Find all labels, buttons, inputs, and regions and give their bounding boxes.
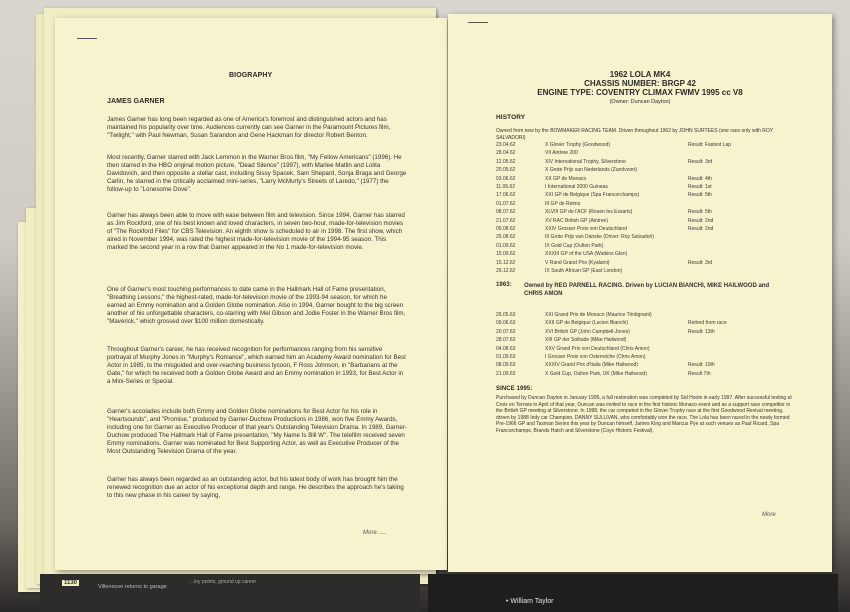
race-event: XXI GP de Belgique (Spa Francorchamps) [545,192,640,199]
race-date: 15.09.62 [496,251,516,258]
more-indicator: More...... [363,530,387,536]
section-1963-year: 1963: [496,282,512,288]
race-result: Result: 5th [688,192,712,199]
bio-paragraph: Throughout Garner's career, he has received recognition for performances ranging from his sensitive portrayal of Murphy Jones in "Murphy's Romance", which earned him an Academy Award nomination for Best Actor in 1985, to the misguided and over-reaching business tycoon, F Ross Johnson, in "Barbarians at the Gate," for which he received both a Golden Globe Award and an Emmy nomination in 1993, for Best Actor in a Mini-Series or Special. [107,346,406,386]
owner-line: (Owner: Duncan Dayton) [609,99,671,105]
race-date: 28.07.63 [496,337,516,344]
race-date: 01.09.63 [496,354,516,360]
race-event: XXXIII GP of the USA (Watkins Glen) [545,251,628,258]
subject-name: JAMES GARNER [107,98,165,105]
race-event: XXIV Grosser Preis von Deutschland [545,226,627,232]
biography-page [55,18,447,570]
race-date: 20.05.62 [496,167,516,174]
race-event: X Gold Cup, Oulton Park, UK (Mike Hailwood) [545,370,647,377]
race-event: XXXIV Grand Prix d'Italia (Mike Hailwood) [545,362,638,369]
race-date: 12.05.62 [496,158,516,165]
history-intro: Owned from new by the BOWMAKER RACING TEAM. Driven throughout 1962 by JOHN SURTEES (one race only with ROY SALVADORI) [496,128,774,141]
race-date: 09.06.63 [496,320,516,327]
bio-paragraph: Garner has always been regarded as an outstanding actor, but his latest body of work has brought him the renewed recognition due an actor of his exceptional depth and range. He describes the approach he's taking to this new phase in his career by saying, [107,476,404,500]
race-result: Result: 1st [688,184,712,190]
bio-paragraph: Most recently, Garner starred with Jack Lemmon in the Warner Bros film, "My Fellow Americans" (1996). He then starred in the HBO original motion picture, "Dead Silence" (1997), with Marlee Matlin and Lolita Davidovich, and then opposite a stellar cast, including Sissy Spacek, Sam Shepard, Sonja Braga and George Carlin, he starred in the critically acclaimed mini-series, "Larry McMurty's Streets of Laredo," (1977) the follow-up to "Lonesome Dove". [107,154,407,194]
race-date: 11.06.62 [496,184,516,190]
race-event: XIV International Trophy, Silverstone [545,158,626,165]
race-date: 03.06.62 [496,175,516,182]
race-event: V Rand Grand Prix (Kyalami) [545,259,610,266]
history-heading: HISTORY [496,114,526,121]
races-1963-list [496,312,816,382]
race-event: I International 2000 Guineas [545,184,608,190]
since-heading: SINCE 1995: [496,386,533,392]
page-number: 1130 [64,580,78,586]
race-result: Result: 13th [688,328,715,335]
since-paragraph: Purchased by Duncan Dayton in January 1995, a full restoration was completed by Sid Hoole in early 1997. After successful testing at Croix en Ternois in April of that year, Duncan was invited to race in the first historic Monaco event and as a support race competitor in the British GP meeting at Silverstone. In 1998, the car competed in the Glover Trophy race at the first Goodwood Revival meeting, driven by 1988 Indy car Champion, DANNY SULLIVAN, who comfortably won the race. The Lola has been raced in the newly formed Pre-1966 GP and Tasman Series this year by Duncan himself, James King and Marcus Pye at such venues as Paul Ricard, Spa Francorchamps, Brands Hatch and Silverstone (Coys Historic Festival). [496,395,792,434]
bio-paragraph: Garner's accolades include both Emmy and Golden Globe nominations for Best Actor for his role in "Heartsounds", and "Promise," produced by Garner-Duchow Productions in 1986, won five Emmy Awards, including one for Garner as Executive Producer of that year's Outstanding Television Drama. In 1989, Garner-Duchow produced The Hallmark Hall of Fame presentation, "My Name Is Bill W". The telefilm received seven Emmy nominations. Garner was nominated for Best Supporting Actor, as well as Executive Producer of the Most Outstanding Television Drama of the year. [107,408,407,456]
engine-type: ENGINE TYPE: COVENTRY CLIMAX FWMV 1995 cc V8 [537,88,743,97]
race-date: 28.04.62 [496,150,516,157]
bio-paragraph: Garner has always been able to move with ease between film and television. Since 1994, Garner has starred as Jim Rockford, one of his best known and loved characters, in seven two-hour, made-for-television movies of "The Rockford Files" for CBS Television. An eighth show is scheduled to air in 1998. The first show, which aired in November 1994, was rated the highest made-for-television movie of the 1994-95 season. This marked the second year in a row that Garner appeared in the No 1 made-for-television movie. [107,212,405,252]
caption: • William Taylor [506,598,554,605]
race-event: XXV Grand Prix von Deutschland (Chris Amon) [545,345,650,352]
section-1963-heading: Owned by REG PARNELL RACING. Driven by LUCIAN BIANCHI, MIKE HAILWOOD and CHRIS AMON [524,283,770,297]
bio-paragraph: One of Garner's most touching performances to date came in the Hallmark Hall of Fame presentation, "Breathing Lessons," the highest-rated, made-for-television movie of the 1993-94 season, for which he earned an Emmy nomination and a Golden Globe nomination. Also in 1994, Garner bought to the big screen another of his unforgettable characters, co-starring with Mel Gibson and Jodie Foster in the Warner Bros film, "Maverick," which grossed over $100 million domestically. [107,286,406,326]
race-event: X Grote Prijs van Nederlands (Zandvoort) [545,167,637,174]
race-event: IX Gold Cup (Oulton Park) [545,242,604,249]
bottom-strip [428,574,838,612]
caption: Villeneuve returns to garage [98,584,167,590]
race-date: 15.12.62 [496,259,516,266]
race-date: 05.08.62 [496,226,516,232]
race-date: 04.08.63 [496,345,516,352]
race-event: XXI Grand Prix de Monaco (Maurice Trintignant) [545,312,652,318]
race-event: VII Aintree 200 [545,150,578,157]
race-event: XLVIII GP de l'ACF (Rouen les Essarts) [545,209,633,216]
race-result: Result: 2nd [688,226,714,232]
bio-paragraph: James Garner has long been regarded as one of America's foremost and distinguished actors and has maintained his popularity over time. Audiences currently can see Garner in the Paramount Pictures film, "Twilight," with Paul Newman, Susan Sarandon and Gene Hackman for director Robert Benton. [107,116,391,140]
race-date: 08.09.63 [496,362,516,369]
race-result: Result: 3rd [688,158,713,165]
race-date: 17.06.62 [496,192,516,199]
race-event: I Grosser Preis von Osterreiche (Chris Amon) [545,354,646,360]
race-result: Result: Fastest Lap [688,142,732,148]
race-date: 23.04.62 [496,142,516,148]
race-date: 01.09.62 [496,242,516,249]
race-date: 21.07.62 [496,217,516,224]
race-date: 26.05.63 [496,312,516,318]
race-result: Result: 10th [688,362,715,369]
race-result: Result: 3rd [688,259,713,266]
chassis-number: CHASSIS NUMBER: BRGP 42 [584,79,696,88]
race-date: 29.12.62 [496,268,516,274]
punch-mark [77,38,97,39]
race-date: 21.09.63 [496,370,516,377]
races-1962-list [496,142,816,282]
race-event: XV RAC British GP (Aintree) [545,217,608,224]
race-event: X Glovér Trophy (Goodwood) [545,142,611,148]
race-result: Retired from race [688,320,727,327]
car-history-page [448,14,832,572]
race-event: XXII GP de Belgique (Lucien Bianchi) [545,320,629,327]
race-result: Result: 2nd [688,217,714,224]
race-date: 01.07.62 [496,200,516,207]
race-result: Result 7th [688,370,711,377]
race-event: XIII GP der Solitude (Mike Hailwood) [545,337,627,344]
race-event: IX South African GP (East London) [545,268,623,274]
race-event: XX GP de Monaco [545,175,587,182]
race-date: 20.07.63 [496,328,516,335]
race-event: XVI British GP (John Campbell-Jones) [545,328,630,335]
race-event: III GP de Reims [545,200,581,207]
page-title: BIOGRAPHY [229,72,273,79]
race-result: Result: 5th [688,209,712,216]
race-result: Result: 4th [688,175,712,182]
race-event: III Grote Prijs van Danske (Driver: Roy Salvadori) [545,234,654,241]
more-indicator: More [762,512,776,518]
race-date: 25.08.62 [496,234,516,241]
car-title: 1962 LOLA MK4 [609,70,671,79]
caption: ...iny points, ground up career [190,579,257,585]
punch-mark [468,22,488,23]
race-date: 08.07.62 [496,209,516,216]
